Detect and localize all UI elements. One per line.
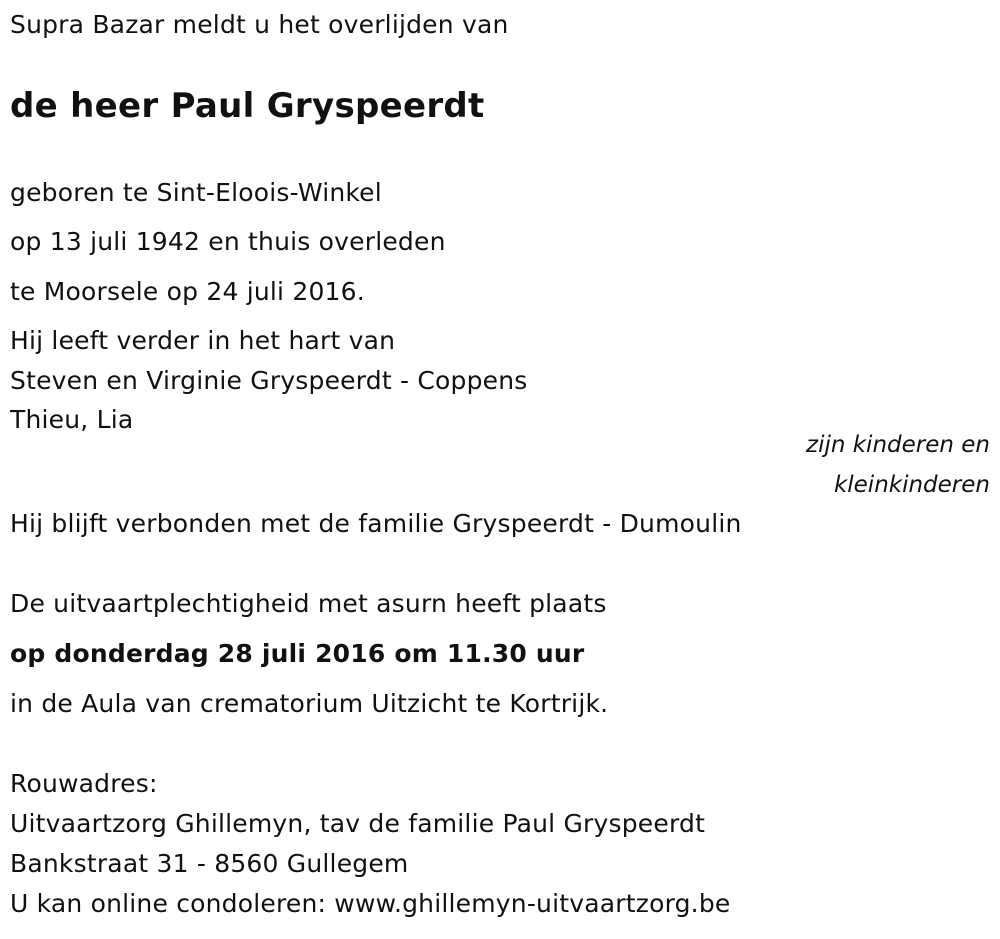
address-line-1: Uitvaartzorg Ghillemyn, tav de familie Paul Gryspeerdt xyxy=(10,809,706,838)
ceremony-intro: De uitvaartplechtigheid met asurn heeft plaats xyxy=(10,589,607,618)
birth-line-2: op 13 juli 1942 en thuis overleden xyxy=(10,227,446,256)
online-condolences: U kan online condoleren: www.ghillemyn-uitvaartzorg.be xyxy=(10,889,731,918)
family-intro: Hij leeft verder in het hart van xyxy=(10,326,396,355)
address-label: Rouwadres: xyxy=(10,769,158,798)
deceased-name: de heer Paul Gryspeerdt xyxy=(10,86,485,126)
birth-line-3: te Moorsele op 24 juli 2016. xyxy=(10,277,365,306)
intro-text: Supra Bazar meldt u het overlijden van xyxy=(10,10,509,39)
children-names: Steven en Virginie Gryspeerdt - Coppens xyxy=(10,366,528,395)
relation-label-2: kleinkinderen xyxy=(833,472,990,498)
connected-family: Hij blijft verbonden met de familie Gryspeerdt - Dumoulin xyxy=(10,509,742,538)
address-line-2: Bankstraat 31 - 8560 Gullegem xyxy=(10,849,409,878)
ceremony-datetime: op donderdag 28 juli 2016 om 11.30 uur xyxy=(10,639,585,668)
birth-line-1: geboren te Sint-Eloois-Winkel xyxy=(10,178,382,207)
relation-label-1: zijn kinderen en xyxy=(806,432,990,458)
ceremony-location: in de Aula van crematorium Uitzicht te Kortrijk. xyxy=(10,689,609,718)
grandchildren-names: Thieu, Lia xyxy=(10,405,134,434)
